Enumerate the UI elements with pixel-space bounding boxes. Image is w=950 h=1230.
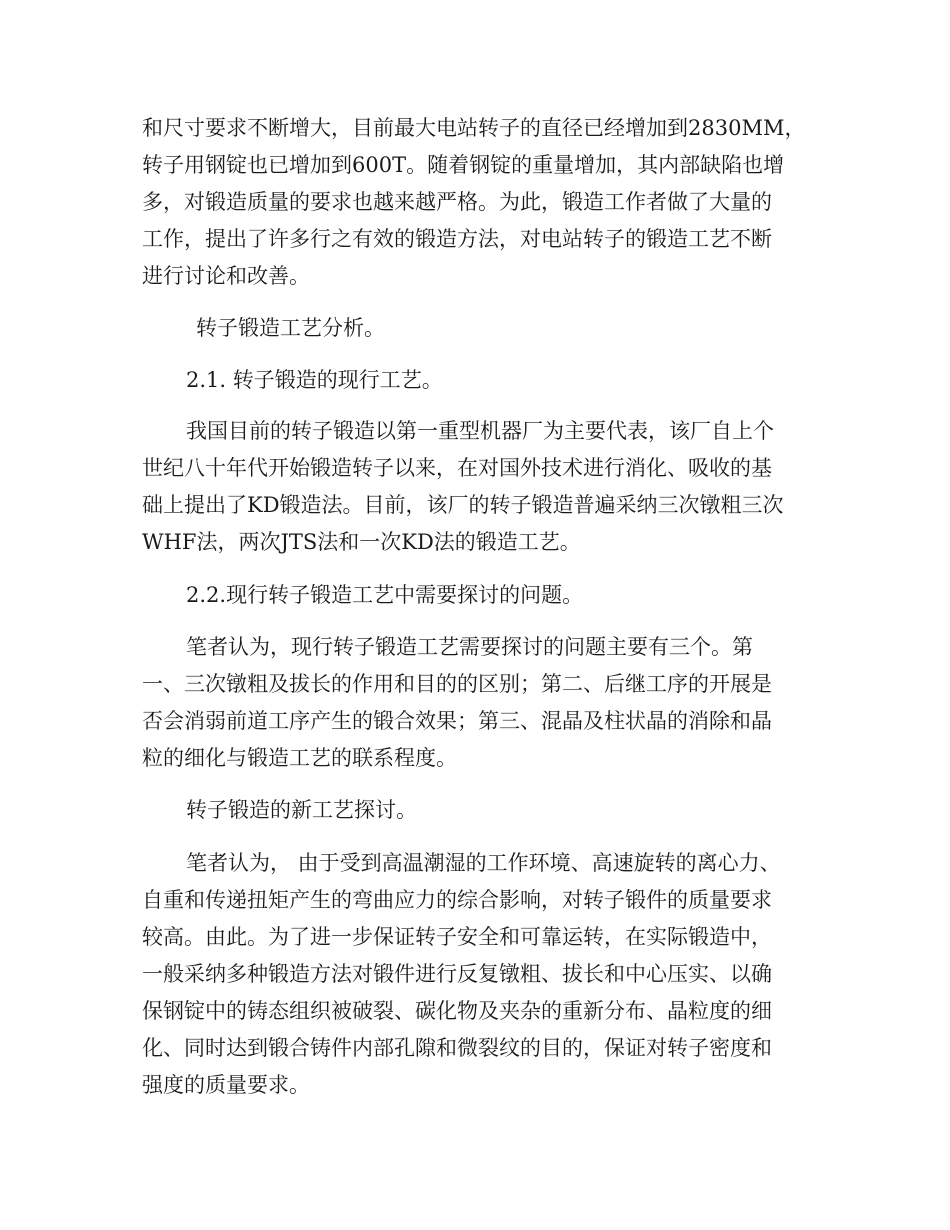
section-heading: 转子锻造的新工艺探讨。 [186, 798, 417, 822]
paragraph-line: 较高。由此。为了进一步保证转子安全和可靠运转，在实际锻造中， [142, 925, 772, 949]
paragraph-line: 和尺寸要求不断增大，目前最大电站转子的直径已经增加到2830MM， [142, 116, 806, 140]
subsection-heading: 2.2.现行转子锻造工艺中需要探讨的问题。 [186, 583, 584, 607]
paragraph-line: 笔者认为，现行转子锻造工艺需要探讨的问题主要有三个。第 [186, 635, 753, 659]
paragraph-line: 一般采纳多种锻造方法对锻件进行反复镦粗、拔长和中心压实、以确 [142, 962, 772, 986]
paragraph-line: 一、三次镦粗及拔长的作用和目的的区别；第二、后继工序的开展是 [142, 672, 772, 696]
paragraph-line: 强度的质量要求。 [142, 1073, 310, 1097]
paragraph-line: 转子用钢锭也已增加到600T。随着钢锭的重量增加，其内部缺陷也增 [142, 153, 785, 177]
paragraph-line: WHF法，两次JTS法和一次KD法的锻造工艺。 [142, 530, 581, 554]
paragraph-line: 保钢锭中的铸态组织被破裂、碳化物及夹杂的重新分布、晶粒度的细 [142, 999, 772, 1023]
paragraph-line: 自重和传递扭矩产生的弯曲应力的综合影响，对转子锻件的质量要求 [142, 888, 772, 912]
paragraph-line: 世纪八十年代开始锻造转子以来，在对国外技术进行消化、吸收的基 [142, 456, 772, 480]
paragraph-line: 我国目前的转子锻造以第一重型机器厂为主要代表，该厂自上个 [186, 419, 774, 443]
paragraph-line: 工作，提出了许多行之有效的锻造方法，对电站转子的锻造工艺不断 [142, 227, 772, 251]
subsection-heading: 2.1. 转子锻造的现行工艺。 [186, 368, 443, 392]
paragraph-line: 础上提出了KD锻造法。目前，该厂的转子锻造普遍采纳三次镦粗三次 [142, 493, 784, 517]
paragraph-line: 粒的细化与锻造工艺的联系程度。 [142, 746, 457, 770]
paragraph-line: 笔者认为， 由于受到高温潮湿的工作环境、高速旋转的离心力、 [186, 851, 781, 875]
paragraph-line: 否会消弱前道工序产生的锻合效果；第三、混晶及柱状晶的消除和晶 [142, 709, 772, 733]
paragraph-line: 多，对锻造质量的要求也越来越严格。为此，锻造工作者做了大量的 [142, 190, 772, 214]
paragraph-line: 化、同时达到锻合铸件内部孔隙和微裂纹的目的，保证对转子密度和 [142, 1036, 772, 1060]
paragraph-line: 进行讨论和改善。 [142, 264, 310, 288]
section-heading: 转子锻造工艺分析。 [196, 316, 385, 340]
